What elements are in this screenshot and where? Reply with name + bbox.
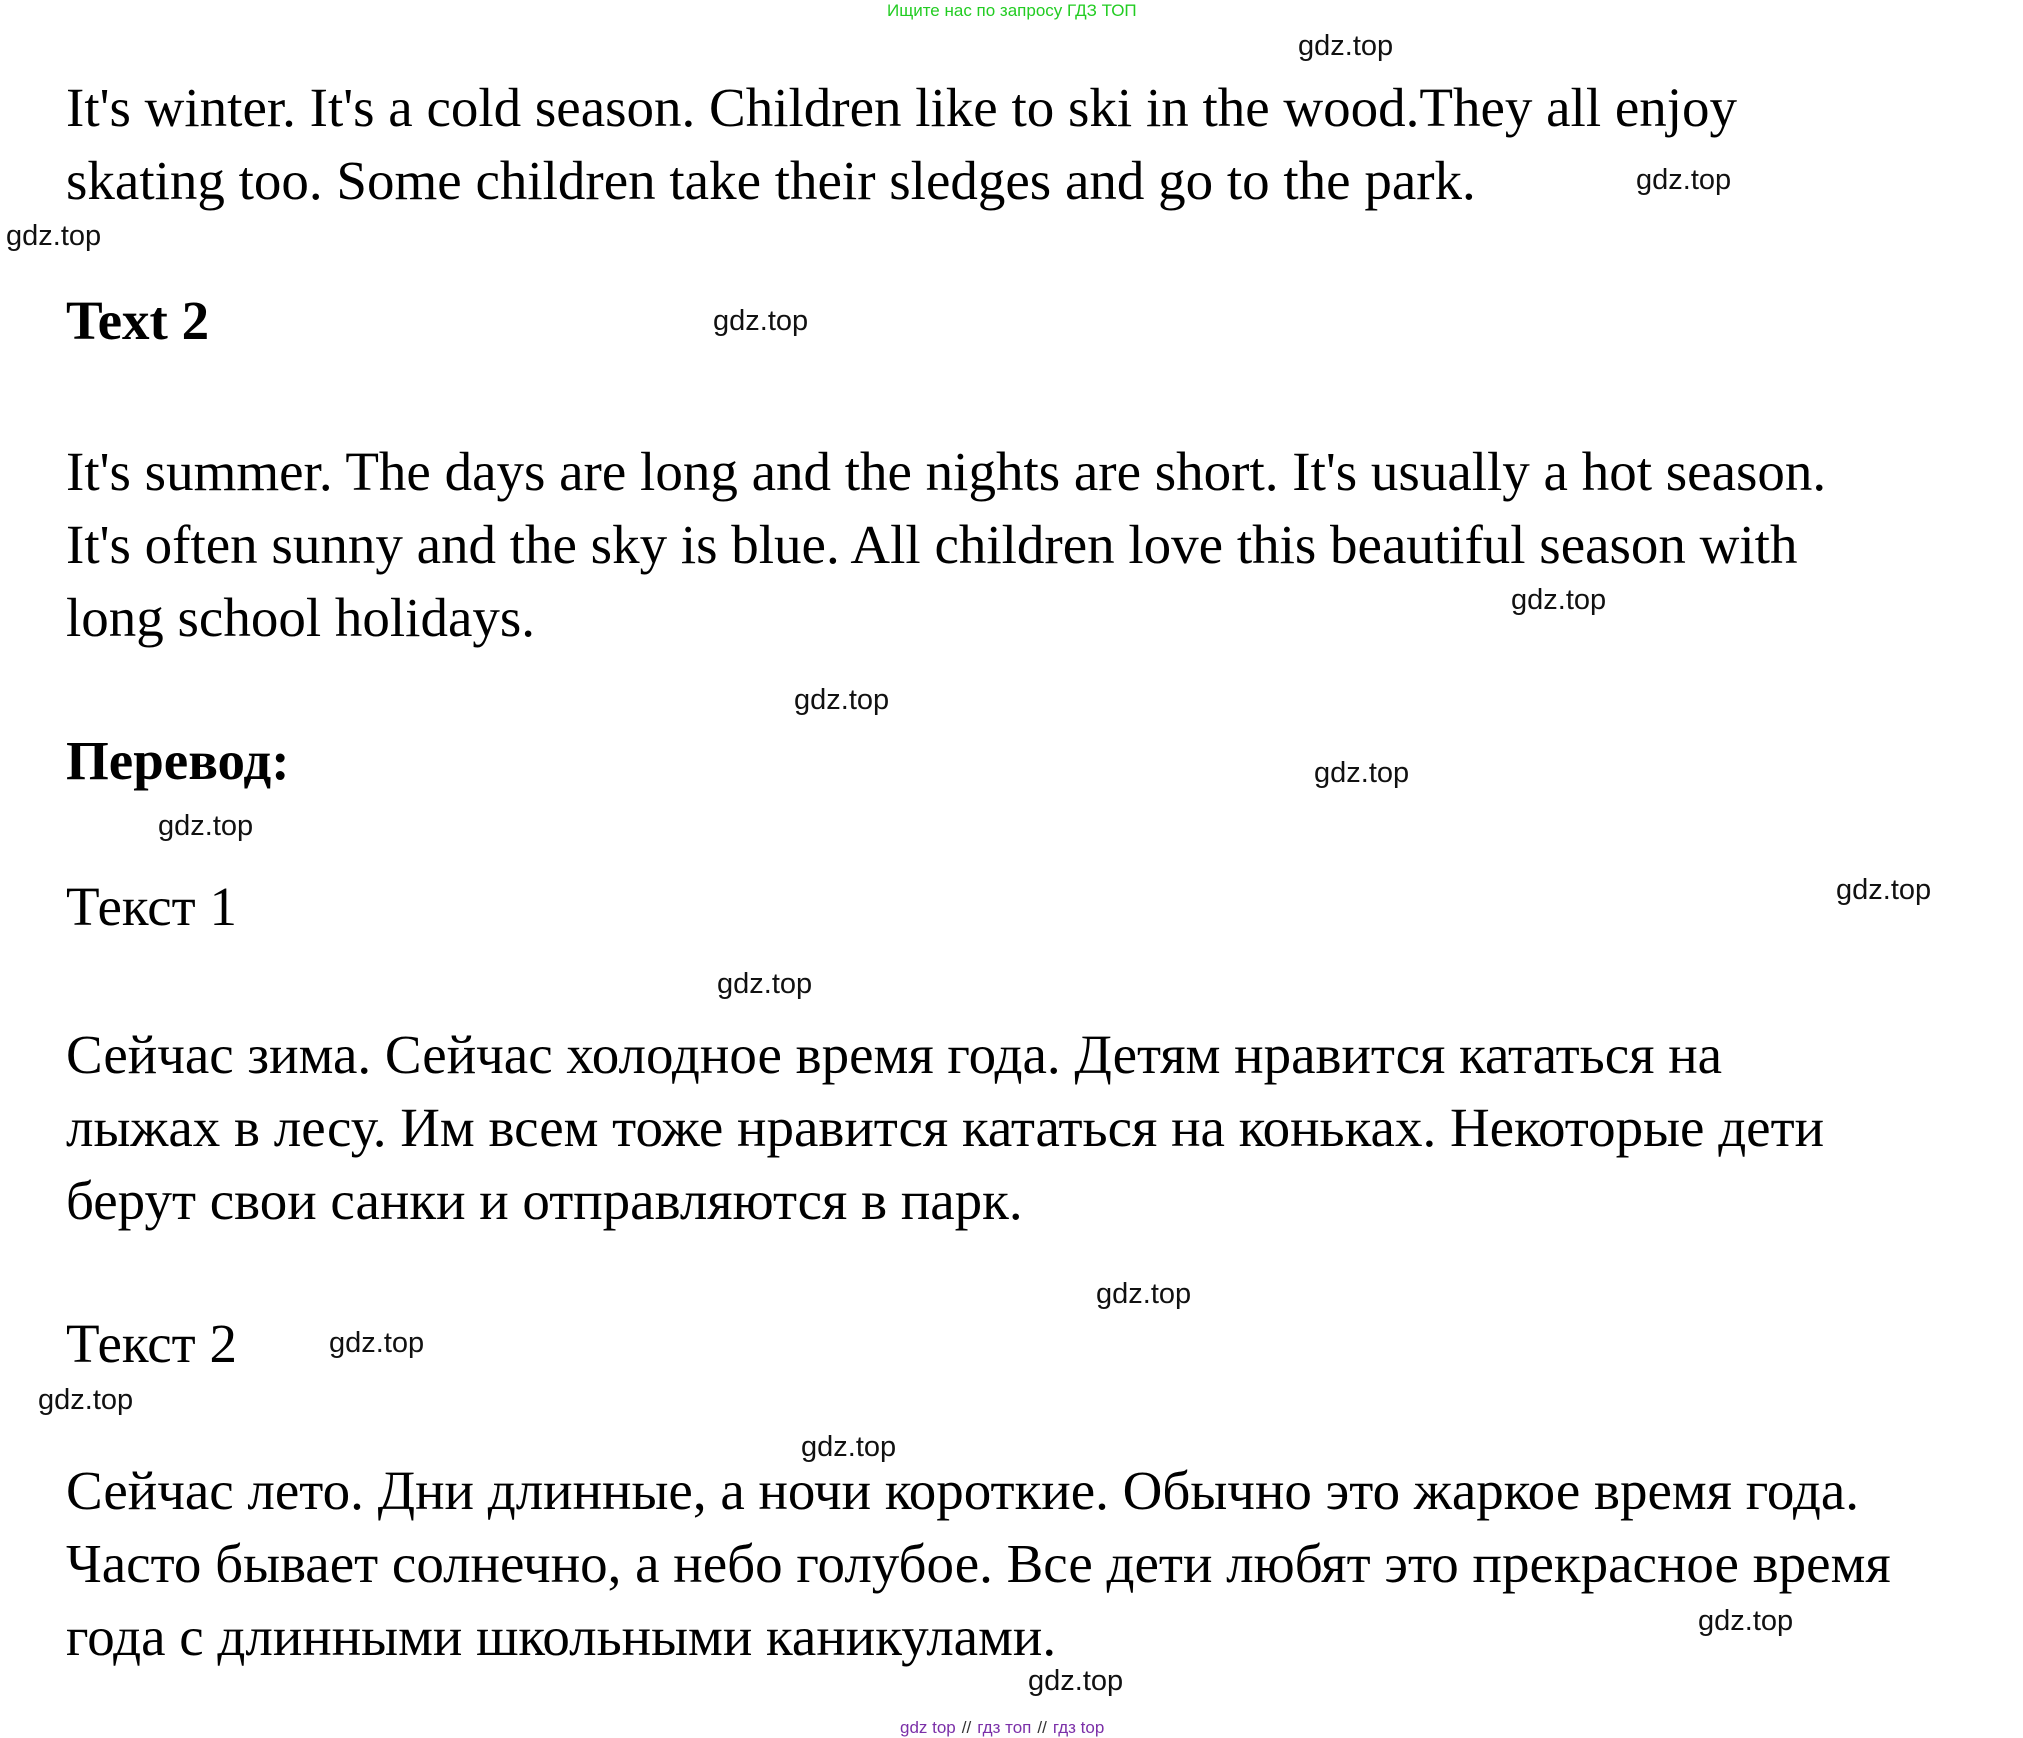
watermark: gdz.top	[794, 684, 890, 716]
english-text2-paragraph	[66, 435, 1826, 654]
english-text1-line: It's winter. It's a cold season. Children like to ski in the wood.They all enjoy	[66, 77, 1738, 138]
russian-text1-line: Сейчас зима. Сейчас холодное время года. Детям нравится кататься на	[66, 1024, 1723, 1085]
english-text2-line: It's often sunny and the sky is blue. All children love this beautiful season with	[66, 514, 1798, 575]
footer-links	[900, 1718, 1104, 1738]
watermark: gdz.top	[1836, 874, 1932, 906]
footer-link[interactable]: гдз топ	[977, 1718, 1032, 1737]
watermark: gdz.top	[1698, 1605, 1794, 1637]
watermark: gdz.top	[38, 1384, 134, 1416]
watermark: gdz.top	[1636, 164, 1732, 196]
watermark: gdz.top	[717, 968, 813, 1000]
top-banner-link[interactable]: Ищите нас по запросу ГДЗ ТОП	[887, 1, 1137, 20]
russian-text2-line: Часто бывает солнечно, а небо голубое. Все дети любят это прекрасное время	[66, 1533, 1891, 1594]
footer-link[interactable]: gdz top	[900, 1718, 956, 1737]
english-text2-line: It's summer. The days are long and the nights are short. It's usually a hot season.	[66, 441, 1827, 502]
watermark: gdz.top	[6, 220, 102, 252]
english-text2-line: long school holidays.	[66, 587, 536, 648]
footer-separator: //	[1037, 1718, 1047, 1737]
english-text1-paragraph	[66, 71, 1737, 217]
russian-text1-heading: Текст 1	[66, 876, 237, 937]
russian-text2-heading: Текст 2	[66, 1313, 237, 1374]
russian-text1-line: лыжах в лесу. Им всем тоже нравится кататься на коньках. Некоторые дети	[66, 1097, 1825, 1158]
watermark: gdz.top	[1511, 584, 1607, 616]
footer-link[interactable]: гдз top	[1052, 1718, 1105, 1737]
watermark: gdz.top	[1028, 1665, 1124, 1697]
footer-separator: //	[961, 1718, 972, 1737]
watermark: gdz.top	[158, 810, 254, 842]
russian-text1-paragraph	[66, 1018, 1824, 1237]
watermark: gdz.top	[1298, 30, 1394, 62]
watermark: gdz.top	[801, 1431, 897, 1463]
translation-heading: Перевод:	[66, 730, 290, 791]
russian-text2-line: года с длинными школьными каникулами.	[66, 1606, 1057, 1667]
english-text1-line: skating too. Some children take their sledges and go to the park.	[66, 150, 1476, 211]
russian-text1-line: берут свои санки и отправляются в парк.	[66, 1170, 1023, 1231]
russian-text2-line: Сейчас лето. Дни длинные, а ночи короткие. Обычно это жаркое время года.	[66, 1460, 1859, 1521]
english-text2-heading: Text 2	[66, 290, 210, 351]
watermark: gdz.top	[1314, 757, 1410, 789]
watermark: gdz.top	[329, 1327, 425, 1359]
watermark: gdz.top	[713, 305, 809, 337]
russian-text2-paragraph	[66, 1454, 1891, 1673]
watermark: gdz.top	[1096, 1278, 1192, 1310]
